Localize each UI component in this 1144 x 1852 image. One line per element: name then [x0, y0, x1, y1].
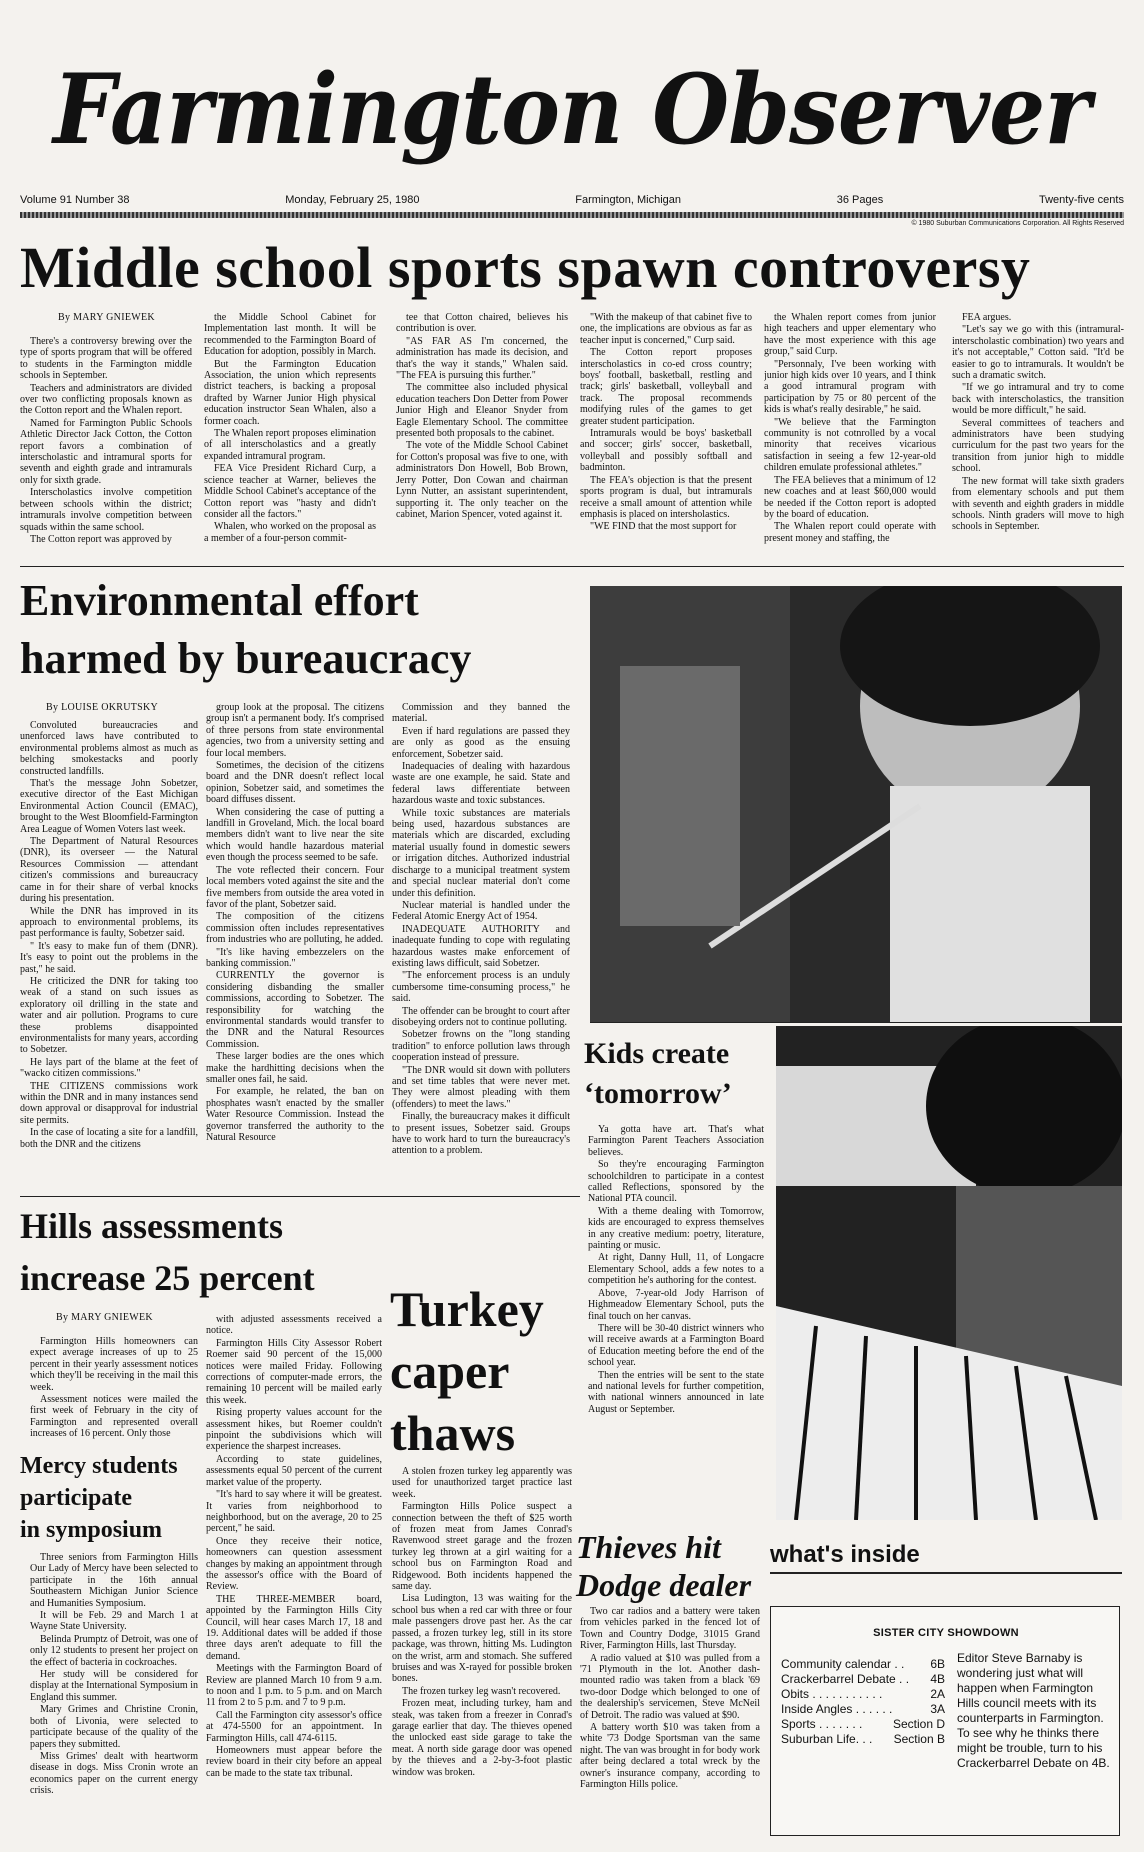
paragraph: The composition of the citizens commission often includes representatives from industries who are polluting, he added. — [206, 911, 384, 946]
paragraph: "WE FIND that the most support for — [590, 521, 737, 533]
paragraph: THE THREE-MEMBER board, appointed by the Farmington Hills City Council, will hear cases March 17, 18 and 19. Additional dates will be added if those three days aren't adequate to fill the demand. — [206, 1593, 382, 1662]
paragraph: THE CITIZENS commissions work within the DNR and in many instances send down approval or disapproval for industrial site permits. — [20, 1080, 198, 1126]
paragraph: Interscholastics involve competition between schools within the district; intramurals involve competition between squads within the same school. — [20, 487, 192, 533]
paragraph: The Whalen report proposes elimination of all interscholastics and a greatly expanded intramural program. — [204, 428, 376, 462]
story5-body — [392, 1466, 572, 1842]
index-item-page: 6B — [930, 1657, 945, 1671]
paragraph: INADEQUATE AUTHORITY and inadequate funding to cope with regulating hazardous wastes make enforcement of existing laws difficult, said Sobetzer. — [392, 923, 570, 969]
story1-column — [396, 312, 568, 560]
paragraph: Once they receive their notice, homeowners can question assessment changes by making an appointment through the assessor's office with the Board of Review. — [206, 1535, 382, 1593]
masthead-rule — [20, 212, 1124, 218]
index-item-label: Sports . . . . . . . — [781, 1717, 863, 1731]
paragraph: Several committees of teachers and administrators have been studying curriculum for the past two years for the transition from junior high to middle school. — [952, 417, 1124, 475]
paragraph: "Let's say we go with this (intramural-interscholastic combination) two years and it's not acceptable," Cotton said. "It'd be easier to go to intramurals. It wouldn't be such a dramatic switch. — [952, 324, 1124, 382]
paragraph: CURRENTLY the governor is considering disbanding the smaller commissions, according to Sobetzer. The responsibility for watching the environmental standards would transfer to the DNR and the Natural Resources Commission. — [206, 970, 384, 1050]
paragraph: Frozen meat, including turkey, ham and steak, was taken from a freezer in Conrad's garage earlier that day. The thieves opened the unlocked east side garage to take the meat. A north side garage door was opened by the thieves and a 2-by-3-foot plastic window was broken. — [392, 1698, 572, 1778]
index-item-label: Crackerbarrel Debate . . — [781, 1672, 910, 1686]
photo-girl-painting-image — [590, 586, 1122, 1022]
story2-column — [392, 702, 570, 1192]
page-count: 36 Pages — [836, 194, 884, 206]
section-divider — [20, 566, 1124, 567]
paragraph: Whalen, who worked on the proposal as a member of a four-person commit- — [204, 521, 376, 544]
story4-headline-line2: participate — [20, 1485, 132, 1511]
paragraph: The Department of Natural Resources (DNR), its overseer — the Natural Resources Commission — attendant citizen's commissions and bureaucracy came in for their share of verbal knocks during his presentation. — [20, 836, 198, 905]
paragraph: According to state guidelines, assessments equal 50 percent of the current market value of the property. — [206, 1453, 382, 1488]
paragraph: "Personnaly, I've been working with junior high kids over 10 years, and I think a good intramural program with participation by 75 or 80 percent of the kids is what's really desirable," he said. — [764, 358, 936, 416]
dateline — [20, 194, 1124, 212]
story1-column — [764, 312, 936, 560]
paragraph: That's the message John Sobetzer, executive director of the East Michigan Environmental Action Council (EMAC), brought to the West Bloomfield-Farmington Area League of Women Voters last week. — [20, 778, 198, 835]
paragraph: Rising property values account for the assessment hikes, but Roemer couldn't pinpoint the subdivisions which will experience the sharpest increases. — [206, 1407, 382, 1453]
story2-headline-line1: Environmental effort — [20, 576, 419, 625]
index-item — [781, 1702, 945, 1717]
paragraph: Assessment notices were mailed the first week of February in the city of Farmington and represented overall increases of 16 percent. Only those — [30, 1394, 198, 1440]
story3-headline-line1: Hills assessments — [20, 1206, 284, 1246]
story1-column — [952, 312, 1124, 560]
paragraph: Homeowners must appear before the review board in their city before an appeal can be made to the state tax tribunal. — [206, 1745, 382, 1779]
story1-column — [580, 312, 752, 560]
paragraph: "AS FAR AS I'm concerned, the administration has made its decision, and that's the way it stands," Whalen said. "The FEA is pursuing this further." — [396, 335, 568, 382]
paragraph: Nuclear material is handled under the Federal Atomic Energy Act of 1954. — [392, 899, 570, 923]
story1-headline: Middle school sports spawn controversy — [20, 235, 1031, 300]
story5-headline-line2: caper — [390, 1343, 510, 1399]
story2-column — [206, 702, 384, 1192]
paragraph: Farmington Hills homeowners can expect average increases of up to 25 percent in their yearly assessment notices which they'll be receiving in the mail this week. — [30, 1336, 198, 1393]
index-item-label: Community calendar . . — [781, 1657, 905, 1671]
story6-headline-line2: ‘tomorrow’ — [584, 1077, 732, 1110]
index-item-label: Inside Angles . . . . . . — [781, 1702, 893, 1716]
story3-headline — [20, 1200, 380, 1304]
index-item-label: Suburban Life. . . — [781, 1732, 873, 1746]
paragraph: the Whalen report comes from junior high teachers and upper elementary who have the most experience with this age group," said Curp. — [764, 312, 936, 358]
paragraph: The Whalen report could operate with present money and staffing, the — [764, 521, 936, 544]
paragraph: tee that Cotton chaired, believes his contribution is over. — [396, 312, 568, 335]
paragraph: The FEA believes that a minimum of 12 new coaches and at least $60,000 would be needed if the Cotton report is adopted by the board of education. — [764, 474, 936, 520]
index-item — [781, 1657, 945, 1672]
paragraph: "We believe that the Farmington community is not cotnrolled by a vocal minority that receives vicarious satisfaction in seeing a few 12-year-old children emulate professional athletes." — [764, 416, 936, 474]
paragraph: A stolen frozen turkey leg apparently was used for unauthorized target practice last week. — [392, 1466, 572, 1500]
location: Farmington, Michigan — [575, 194, 682, 206]
price: Twenty-five cents — [1038, 194, 1124, 206]
paragraph: Sobetzer frowns on the "long standing tradition" to enforce pollution laws through cooperation instead of pressure. — [392, 1029, 570, 1064]
paragraph: "If we go intramural and try to come back with interscholastics, the transition would be more difficult," he said. — [952, 382, 1124, 417]
paragraph: The vote reflected their concern. Four local members voted against the site and the five members from outside the area voted in favor of the plant, Sobetzer said. — [206, 864, 384, 910]
paragraph: Three seniors from Farmington Hills Our Lady of Mercy have been selected to participate in the 16th annual Southeastern Michigan Junior Science and Humanities Symposium. — [30, 1552, 198, 1609]
paragraph: Intramurals would be boys' basketball and soccer; girls' soccer, basketball, volleyball and possibly softball and badminton. — [580, 428, 752, 474]
paragraph: Commission and they banned the material. — [392, 702, 570, 725]
paragraph: A radio valued at $10 was pulled from a '71 Plymouth in the lot. Another dash-mounted radio was taken from a black '69 two-door Dodge which belonged to one of the dealership's servicemen, Steve McNeil of Detroit. The radio was valued at $90. — [580, 1652, 760, 1721]
paragraph: When considering the case of putting a landfill in Groveland, Mich. the local board members didn't want to live near the site which would handle hazardous material even though the process seemed to be safe. — [206, 806, 384, 864]
paragraph: " It's easy to make fun of them (DNR). It's easy to point out the problems in the past," he said. — [20, 940, 198, 975]
paragraph: FEA Vice President Richard Curp, a science teacher at Warner, believes the Middle School Cabinet's acceptance of the Cotton report was "hasty and didn't consider all the factors." — [204, 463, 376, 520]
paragraph: While the DNR has improved in its approach to environmental problems, its past performance is faulty, Sobetzer said. — [20, 905, 198, 940]
paragraph: Sometimes, the decision of the citizens board and the DNR doesn't reflect local opinion, Sobetzer said, and sometimes the board diffuses dissent. — [206, 760, 384, 806]
paragraph: "With the makeup of that cabinet five to one, the implications are obvious as far as teacher input is concerned," Curp said. — [580, 312, 752, 346]
story5-headline-line3: thaws — [390, 1405, 516, 1461]
story4-headline-line3: in symposium — [20, 1517, 163, 1543]
story1-byline: By MARY GNIEWEK — [58, 312, 155, 323]
paragraph: group look at the proposal. The citizens group isn't a permanent body. It's comprised of three persons from state environmental agencies, two from a university setting and four local members. — [206, 702, 384, 759]
index-item — [781, 1687, 945, 1702]
story7-headline-line1: Thieves hit — [576, 1529, 721, 1565]
paragraph: "The enforcement process is an unduly cumbersome time-consuming process," he said. — [392, 970, 570, 1005]
paragraph: There's a controversy brewing over the type of sports program that will be offered to students in the Farmington middle schools in September. — [20, 336, 192, 382]
paragraph: Miss Grimes' dealt with heartworm disease in dogs. Miss Cronin wrote an economics paper on the current energy crisis. — [30, 1750, 198, 1797]
story7-body — [580, 1606, 760, 1842]
paragraph: While toxic substances are materials being used, hazardous substances are materials which are discarded, excluding material usually found in domestic sewers or irrigation ditches. Authorized industrial discharge to a municipal treatment system and special nuclear material don't come under this definition. — [392, 807, 570, 899]
masthead — [0, 40, 1144, 180]
index-item-page: 3A — [930, 1702, 945, 1716]
paragraph: Her study will be considered for display at the International Symposium in England this summer. — [30, 1669, 198, 1703]
section-divider — [20, 1196, 580, 1197]
story2-headline-line2: harmed by bureaucracy — [20, 634, 472, 683]
paragraph: The FEA's objection is that the present sports program is dual, but intramurals receive a small amount of attention while emphasis is placed on intersholastics. — [580, 474, 752, 520]
whats-inside-box — [770, 1606, 1120, 1836]
paragraph: Ya gotta have art. That's what Farmington Parent Teachers Association believes. — [588, 1124, 764, 1158]
paragraph: The vote of the Middle School Cabinet for Cotton's proposal was five to one, with administrators Don Howell, Bob Brown, Jerry Potter, Don Cowan and chairman Lynn Nutter, an assistant superintendent, supporting it. The only teacher on the cabinet, Marion Spencer, voted against it. — [396, 440, 568, 520]
paragraph: So they're encouraging Farmington schoolchildren to participate in a contest called Reflections, sponsored by the National PTA council. — [588, 1159, 764, 1205]
paragraph: It will be Feb. 29 and March 1 at Wayne State University. — [30, 1610, 198, 1633]
paragraph: "The DNR would sit down with polluters and set time tables that were never met. They were almost pleading with them (offenders) to meet the laws." — [392, 1064, 570, 1110]
story2-column — [20, 720, 198, 1192]
story3-col2 — [206, 1314, 382, 1842]
newspaper-title: Farmington Observer — [53, 53, 1091, 166]
paragraph: with adjusted assessments received a notice. — [206, 1314, 382, 1337]
index-item — [781, 1672, 945, 1687]
story4-headline — [20, 1450, 200, 1546]
paragraph: The Cotton report was approved by — [30, 533, 172, 545]
issue-date: Monday, February 25, 1980 — [285, 194, 420, 206]
paragraph: He lays part of the blame at the feet of "wacko citizen commissions." — [20, 1056, 198, 1080]
paragraph: "It's like having embezzelers on the banking commission." — [206, 946, 384, 969]
paragraph: Finally, the bureaucracy makes it difficult to present issues, Sobetzer said. Groups have to work hard to turn the bureaucracy's attention to a problem. — [392, 1111, 570, 1157]
whats-inside-rule — [770, 1572, 1122, 1574]
index-item-page: 2A — [930, 1687, 945, 1701]
sister-city-text: Editor Steve Barnaby is wondering just what will happen when Farmington Hills council meets with its counterparts in Farmington. To see why he thinks there might be trouble, turn to his Crackerbarrel Debate on 4B. — [957, 1651, 1110, 1770]
photo-divider — [590, 1022, 1122, 1023]
paragraph: Above, 7-year-old Jody Harrison of Highmeadow Elementary School, puts the final touch on her canvas. — [588, 1287, 764, 1322]
story3-byline: By MARY GNIEWEK — [56, 1312, 153, 1323]
story6-body — [588, 1124, 764, 1524]
index-item-label: Obits . . . . . . . . . . . — [781, 1687, 883, 1701]
paragraph: For example, he related, the ban on phosphates wasn't enacted by the smaller Water Resource Commission. Instead the governor transferred the authority to the Natural Resource — [206, 1086, 384, 1144]
paragraph: Belinda Prumptz of Detroit, was one of only 12 students to present her project on the effect of bacteria in cockroaches. — [30, 1633, 198, 1668]
story2-headline — [20, 572, 590, 688]
paragraph: Then the entries will be sent to the state and national levels for further competition, with national winners announced in late August or September. — [588, 1369, 764, 1415]
paragraph: The offender can be brought to court after disobeying orders not to continue polluting. — [392, 1005, 570, 1028]
paragraph: Lisa Ludington, 13 was waiting for the school bus when a red car with three or four male passengers drove past her. As the car passed, a frozen turkey leg, still in its store package, was thrown, hitting Ms. Ludington on the wrist, arm and stomach. She suffered bruises and was X-rayed for possible broken bones. — [392, 1593, 572, 1685]
paragraph: Inadequacies of dealing with hazardous waste are one example, he said. State and federal laws differentiate between hazardous waste and toxic substances. — [392, 761, 570, 807]
whats-inside-title: what's inside — [770, 1541, 920, 1568]
story5-headline-line1: Turkey — [390, 1281, 544, 1337]
index-item — [781, 1732, 945, 1747]
photo-boy-piano — [776, 1026, 1122, 1520]
story4-body — [30, 1552, 198, 1848]
index-item-page: Section B — [893, 1732, 945, 1746]
story7-headline — [576, 1528, 766, 1604]
paragraph: Convoluted bureaucracies and unenforced laws have contributed to environmental problems almost as much as belching smokestacks and poorly constructed landfills. — [20, 720, 198, 777]
index-list — [781, 1657, 945, 1747]
story3-headline-line2: increase 25 percent — [20, 1258, 315, 1298]
paragraph: Farmington Hills City Assessor Robert Roemer said 90 percent of the 15,000 notices were mailed Friday. Following corrections of computer-made errors, the remaining 10 percent will be mailed early this week. — [206, 1337, 382, 1406]
sister-city-title: SISTER CITY SHOWDOWN — [873, 1627, 1019, 1639]
paragraph: FEA argues. — [962, 312, 1012, 323]
paragraph: Mary Grimes and Christine Cronin, both of Livonia, were selected to participate because of the quality of the papers they submitted. — [30, 1704, 198, 1750]
paragraph: Even if hard regulations are passed they are only as good as the ensuing enforcement, Sobetzer said. — [392, 725, 570, 760]
story2-byline: By LOUISE OKRUTSKY — [46, 702, 159, 713]
photo-girl-painting — [590, 586, 1122, 1022]
story7-headline-line2: Dodge dealer — [576, 1567, 752, 1603]
paragraph: Call the Farmington city assessor's office at 474-5500 for an appointment. In Farmington Hills, call 474-6115. — [206, 1709, 382, 1744]
index-item-page: 4B — [930, 1672, 945, 1686]
paragraph: With a theme dealing with Tomorrow, kids are encouraged to express themselves in any creative medium: poetry, literature, painting or music. — [588, 1205, 764, 1252]
paragraph: A battery worth $10 was taken from a white '73 Dodge Sportsman van the same night. The van was brought in for body work after being declared a total wreck by the owner's insurance company, according to Farmington Hills police. — [580, 1722, 760, 1791]
paragraph: The new format will take sixth graders from elementary schools and put them with seventh and eighth graders in middle schools. Ninth graders will move to high schools in September. — [952, 475, 1124, 533]
index-item-page: Section D — [892, 1717, 945, 1731]
paragraph: There will be 30-40 district winners who will receive awards at a Farmington Board of Education meeting before the end of the school year. — [588, 1322, 764, 1369]
paragraph: In the case of locating a site for a landfill, both the DNR and the citizens — [20, 1127, 198, 1150]
paragraph: The frozen turkey leg wasn't recovered. — [402, 1685, 561, 1697]
story6-headline — [584, 1034, 764, 1114]
paragraph: At right, Danny Hull, 11, of Longacre Elementary School, adds a few notes to a competition he's authoring for the contest. — [588, 1252, 764, 1287]
story6-headline-line1: Kids create — [584, 1037, 730, 1070]
story3-col1 — [30, 1336, 198, 1442]
story5-headline — [390, 1278, 570, 1464]
photo-boy-piano-image — [776, 1026, 1122, 1520]
paragraph: Two car radios and a battery were taken from vehicles parked in the fenced lot of Town and Country Dodge, 31015 Grand River, Farmington Hills, last Thursday. — [580, 1606, 760, 1652]
paragraph: The Cotton report proposes interscholastics in co-ed cross country; boys' football, basketball, restling and track; girls' basketball, volleyball and track. The proposal recommends modifying rules of the games to get greater student participation. — [580, 347, 752, 427]
paragraph: Farmington Hills Police suspect a connection between the theft of $25 worth of frozen meat from James Conrad's Ravenwood street garage and the frozen turkey leg thrown at a girl waiting for a school bus on Farmington Road and Ridgewood. Both incidents happened the same day. — [392, 1501, 572, 1593]
story1-column — [20, 336, 192, 560]
paragraph: These larger bodies are the ones which make the hardhitting decisions when the smaller ones fail, he said. — [206, 1051, 384, 1085]
paragraph: the Middle School Cabinet for Implementation last month. It will be recommended to the Farmington Board of Education for adoption, possibly in March. — [204, 312, 376, 358]
copyright: © 1980 Suburban Communications Corporation. All Rights Reserved — [911, 220, 1124, 227]
paragraph: But the Farmington Education Association, the union which represents district teachers, is backing a proposal drafted by Warner Junior High physical education instructor Sean Whalen, also a former coach. — [204, 358, 376, 427]
story1-column — [204, 312, 376, 560]
volume-number: Volume 91 Number 38 — [20, 194, 130, 206]
paragraph: Meetings with the Farmington Board of Review are planned March 10 from 9 a.m. to noon and 1 p.m. to 5 p.m. and on March 11 from 2 to 5 p.m. and 7 to 9 p.m. — [206, 1663, 382, 1709]
paragraph: The committee also included physical education teachers Don Detter from Power Junior High and Eleanor Snyder from Eagle Elementary School. The committee presented both proposals to the cabinet. — [396, 382, 568, 440]
paragraph: Named for Farmington Public Schools Athletic Director Jack Cotton, the Cotton report favors a combination of interscholastic and intramural sports for seventh and eighth grade and intramurals only for sixth grade. — [20, 417, 192, 486]
story4-headline-line1: Mercy students — [20, 1453, 178, 1479]
paragraph: He criticized the DNR for taking too weak of a stand on such issues as exploratory oil drilling in the state and water and air pollution. Programs to cure these problems disappointed environmentalists for many years, according to Sobetzer. — [20, 975, 198, 1056]
index-item — [781, 1717, 945, 1732]
paragraph: "It's hard to say where it will be greatest. It varies from neighborhood to neighborhood, but on the average, 20 to 25 percent," he said. — [206, 1489, 382, 1535]
paragraph: Teachers and administrators are divided over two conflicting proposals known as the Cotton report and the Whalen report. — [20, 382, 192, 417]
